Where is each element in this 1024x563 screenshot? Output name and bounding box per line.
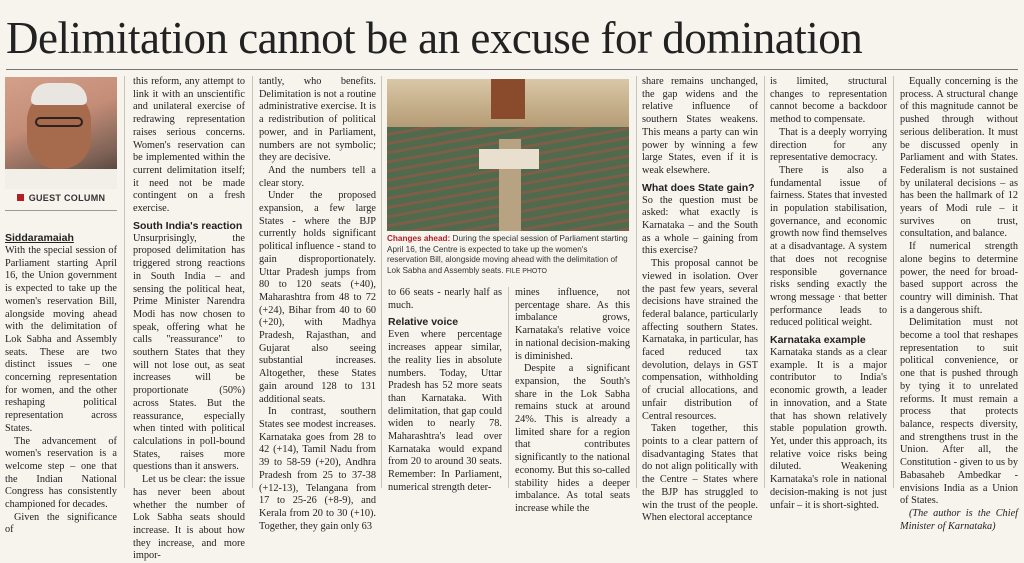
- column-6: [642, 76, 758, 524]
- paragraph: Under the proposed expansion, a few large States - where the BJP currently holds significant political influence - stand to gain disproportionately. Uttar Pradesh jumps from 80 to 120 seats (+40), Maharashtra from 48 to 72 (+24), Bihar from 40 to 60 (+20), with Madhya Pradesh, Rajasthan, and Gujarat also seeing substantial increases. Altogether, these States gain around 128 to 131 additional seats.: [259, 190, 376, 405]
- paragraph: Taken together, this points to a clear pattern of disadvantaging States that do not align politically with the Centre – States where the BJP has struggled to win the trust of the people. When electoral acceptance: [642, 423, 758, 524]
- column-1: [5, 245, 117, 536]
- subheading-karnataka-example: Karnataka example: [770, 334, 866, 347]
- column-5: [515, 287, 630, 514]
- paragraph: That is a deeply worrying direction for any representative democracy.: [770, 126, 887, 164]
- paragraph: The advancement of women's reservation is a welcome step – one that the Indian National Congress has consistently championed for decades.: [5, 435, 117, 511]
- column-divider: [252, 76, 253, 488]
- photo-speaker-canopy: [491, 79, 525, 119]
- paragraph: If numerical strength alone begins to determine power, the need for broad-based support across the country will diminish. That is a dangerous shift.: [900, 241, 1018, 316]
- paragraph: Delimitation must not become a tool that reshapes representation to suit political convenience, or one that is pushed through by tying it to unrelated reforms. It must remain a process that protects balance, respects diversity, and strengthens trust in the Union. After all, the Constitution - given to us by Babasaheb Ambedkar - envisions India as a Union of States.: [900, 317, 1018, 507]
- paragraph: to 66 seats - nearly half as much.: [388, 287, 502, 311]
- subheading-south-india: South India's reaction: [133, 219, 243, 232]
- subheading-relative-voice: Relative voice: [388, 316, 459, 329]
- paragraph: In contrast, southern States see modest increases. Karnataka goes from 28 to 42 (+14), Tamil Nadu from 39 to 58-59 (+20), Andhra Pradesh from 25 to 37-38 (+12-13), Telangana from 17 to 25-26 (+8-9), and Kerala from 20 to 30 (+10). Together, they gain only 63: [259, 406, 376, 532]
- paragraph: mines influence, not percentage share. As this imbalance grows, Karnataka's relative voice in national decision-making is diminished.: [515, 287, 630, 362]
- column-8: [900, 76, 1018, 532]
- column-divider: [124, 76, 125, 488]
- guest-divider: [5, 210, 117, 211]
- red-square-icon: [17, 194, 24, 201]
- paragraph: Unsurprisingly, the proposed delimitation has triggered strong reactions in South India – and sensing the political heat, Prime Minister Narendra Modi has now chosen to speak, offering what he calls "reassurance" to southern States that they will not lose out, as seat increases will be proportionate (50%) across States. But the reassurance, especially when tinted with political calculations in poll-bound States, raises more questions than it answers.: [133, 232, 245, 473]
- author-photo: [5, 77, 117, 187]
- paragraph: tantly, who benefits. Delimitation is not a routine administrative exercise. It is a redistribution of political power, and in Parliament, numbers are not symbolic; they are decisive.: [259, 76, 376, 164]
- paragraph: This proposal cannot be viewed in isolation. Over the past few years, several decisions have strained the federal balance, particularly affecting southern States. Karnataka, in particular, has faced reduced tax devolution, delays in GST compensation, withholding of crucial allocations, and unfair distribution of Central resources.: [642, 258, 758, 422]
- author-note: (The author is the Chief Minister of Karnataka): [900, 507, 1018, 532]
- paragraph: is limited, structural changes to representation cannot become a backdoor method to compensate.: [770, 76, 887, 126]
- column-2: [133, 76, 245, 562]
- column-divider: [893, 76, 894, 488]
- caption-lead: Changes ahead:: [387, 234, 451, 243]
- photo-table: [479, 149, 539, 169]
- paragraph: Equally concerning is the process. A structural change of this magnitude cannot be pushed through without serious deliberation. It must be discussed openly in Parliament and with States. Federalism is not sustained by unilateral decisions – as has been the hallmark of 12 years of Modi rule – it survives on trust, consultation, and balance.: [900, 76, 1018, 240]
- column-divider: [636, 76, 637, 488]
- author-shirt: [5, 169, 117, 189]
- author-glasses: [35, 117, 83, 127]
- paragraph: And the numbers tell a clear story.: [259, 164, 376, 189]
- column-3: [259, 76, 376, 532]
- paragraph: share remains unchanged, the gap widens and the relative influence of southern States weakens. This means a party can win power by winning a few large States, even if it is weak elsewhere.: [642, 76, 758, 176]
- paragraph: With the special session of Parliament starting April 16, the Union government is expected to take up the women's reservation Bill, alongside moving ahead with the delimitation of Lok Sabha and Assembly seats. These are two distinct issues – one concerning representation for women, and the other reshaping political representation across States.: [5, 245, 117, 434]
- paragraph: this reform, any attempt to link it with an unscientific and unilateral exercise of redrawing representation raises serious concerns. Women's reservation can be implemented within the current delimitation itself; it need not be made contingent on a fresh exercise.: [133, 76, 245, 215]
- author-byline[interactable]: Siddaramaiah: [5, 232, 74, 244]
- paragraph: Let us be clear: the issue has never been about whether the number of Lok Sabha seats should increase. It is about how they increase, and more impor-: [133, 474, 245, 562]
- guest-column-text: GUEST COLUMN: [28, 193, 106, 203]
- photo-caption: [387, 234, 630, 277]
- paragraph: Karnataka stands as a clear example. It is a major contributor to India's economic growth, a leader in innovation, and a State that has shown relatively stable population growth. Yet, under this approach, its relative voice risks being diluted. Weakening Karnataka's role in national decision-making is not just unfair – it is short-sighted.: [770, 347, 887, 511]
- paragraph: Even where percentage increases appear similar, the reality lies in absolute numbers. Today, Uttar Pradesh has 52 more seats than Karnataka. With delimitation, that gap could widen to nearly 78. Maharashtra's lead over Karnataka would expand from 20 to around 30 seats. Remember: In Parliament, numerical strength deter-: [388, 329, 502, 493]
- column-divider: [381, 76, 382, 488]
- subheading-state-gain: What does State gain?: [642, 181, 755, 194]
- author-hair: [31, 83, 87, 105]
- headline-rule: [6, 69, 1018, 70]
- column-7: [770, 76, 887, 511]
- column-divider: [764, 76, 765, 488]
- parliament-photo: [387, 79, 629, 231]
- column-4: [388, 287, 502, 493]
- column-divider: [508, 287, 509, 488]
- caption-credit: FILE PHOTO: [503, 267, 547, 275]
- paragraph: Despite a significant expansion, the South's share in the Lok Sabha remains stuck at around 24%. This is already a limited share for a region that contributes significantly to the national economy. But this so-called stability hides a deeper imbalance. As total seats increase while the: [515, 363, 630, 514]
- paragraph: Given the significance of: [5, 511, 117, 536]
- paragraph: There is also a fundamental issue of fairness. States that invested in population stabilisation, governance, and economic growth now find themselves at a disadvantage. A system that does not recognise responsible governance risks sending exactly the wrong message · that better performance leads to reduced political weight.: [770, 164, 887, 329]
- headline: Delimitation cannot be an excuse for domination: [6, 13, 863, 63]
- paragraph: So the question must be asked: what exactly is Karnataka – and the South as a whole – gaining from this exercise?: [642, 194, 758, 257]
- caption-text: During the special session of Parliament starting April 16, the Centre is expected to take up the women's reservation Bill, alongside moving ahead with the delimitation of Lok Sabha and Assembly seats.: [387, 234, 628, 275]
- guest-column-label: [5, 193, 117, 203]
